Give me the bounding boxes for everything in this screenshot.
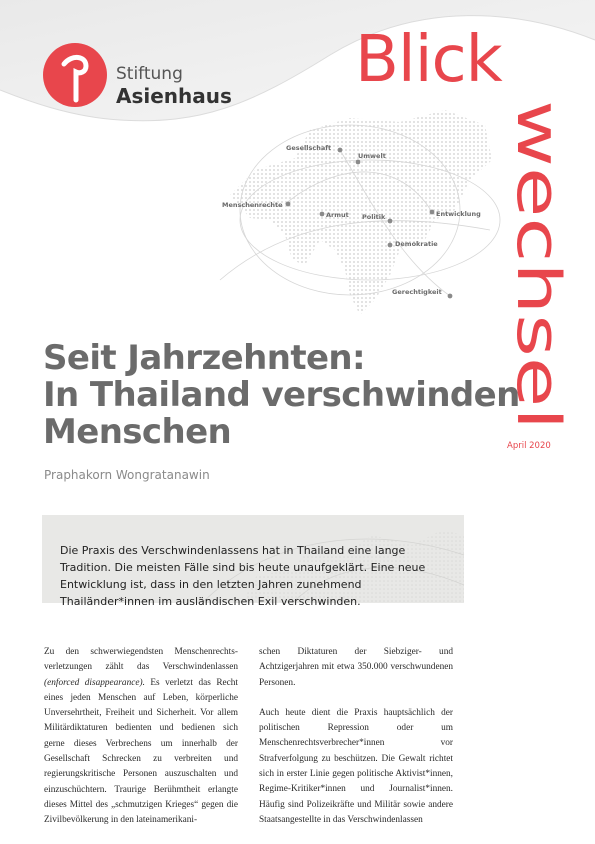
map-label-entwicklung: Entwicklung	[436, 210, 481, 218]
map-label-armut: Armut	[326, 211, 349, 219]
logo-text-asienhaus: Asienhaus	[116, 84, 232, 108]
map-label-politik: Politik	[362, 213, 386, 221]
asia-map-graphic	[200, 100, 500, 320]
body-column-2	[259, 645, 453, 843]
svg-text:wechsel: wechsel	[503, 100, 573, 342]
body-paragraph-2: schen Diktaturen der Siebziger- und Achtzigerjahren mit etwa 350.000 verschwundenen Personen.	[259, 647, 453, 688]
author-name: Praphakorn Wongratanawin	[44, 468, 210, 482]
map-label-gerechtigkeit: Gerechtigkeit	[392, 288, 442, 296]
body-column-1	[44, 645, 238, 844]
masthead-blick: Blick	[355, 23, 502, 97]
title-line-3: Menschen	[43, 412, 232, 452]
intro-text: Die Praxis des Verschwindenlassens hat in Thailand eine lange Tradition. Die meisten Fälle sind bis heute unaufgeklärt. Eine neue Entwicklung ist, dass in den letzten Jahren zunehmend Thailänder*innen im ausländischen Exil verschwinden.	[60, 544, 426, 608]
title-line-1: Seit Jahrzehnten:	[43, 338, 366, 378]
issue-date: April 2020	[507, 441, 551, 451]
page-title	[43, 338, 520, 452]
logo-text-stiftung: Stiftung	[116, 64, 183, 84]
title-line-2: In Thailand verschwinden	[43, 375, 520, 415]
body-paragraph-3: Auch heute dient die Praxis hauptsächlich der politischen Repression oder um Menschenrechtsverbrecher*innen vor Strafverfolgung zu beschützen. Die Gewalt richtet sich in erster Linie gegen politische Aktivist*innen, Regime-Kritiker*innen und Journalist*innen. Häufig sind Polizeikräfte und Militär sowie andere Staatsangestellte in das Verschwindenlassen	[259, 707, 453, 825]
map-label-demokratie: Demokratie	[395, 240, 438, 248]
stiftung-logo-icon	[42, 42, 108, 108]
body-paragraph-1: Zu den schwerwiegendsten Menschenrechtsverletzungen zählt das Verschwindenlassen (enforced disappearance). Es verletzt das Recht eines jeden Menschen auf Leben, körperliche Unversehrtheit, Freiheit und Sicherheit. Vor allem Militärdiktaturen bedienten und bedienen sich gerne dieses Verbrechens um innerhalb der Gesellschaft Schrecken zu verbreiten und regierungskritische Personen auszuschalten und einzuschüchtern. Traurige Berühmtheit erlangte dieses Mittel des „schmutzigen Krieges“ gegen die Zivilbevölkerung in den lateinamerikani-	[44, 647, 239, 826]
map-label-gesellschaft: Gesellschaft	[286, 144, 332, 152]
intro-box	[42, 515, 464, 608]
map-label-umwelt: Umwelt	[358, 152, 386, 160]
map-label-menschenrechte: Menschenrechte	[222, 201, 283, 209]
